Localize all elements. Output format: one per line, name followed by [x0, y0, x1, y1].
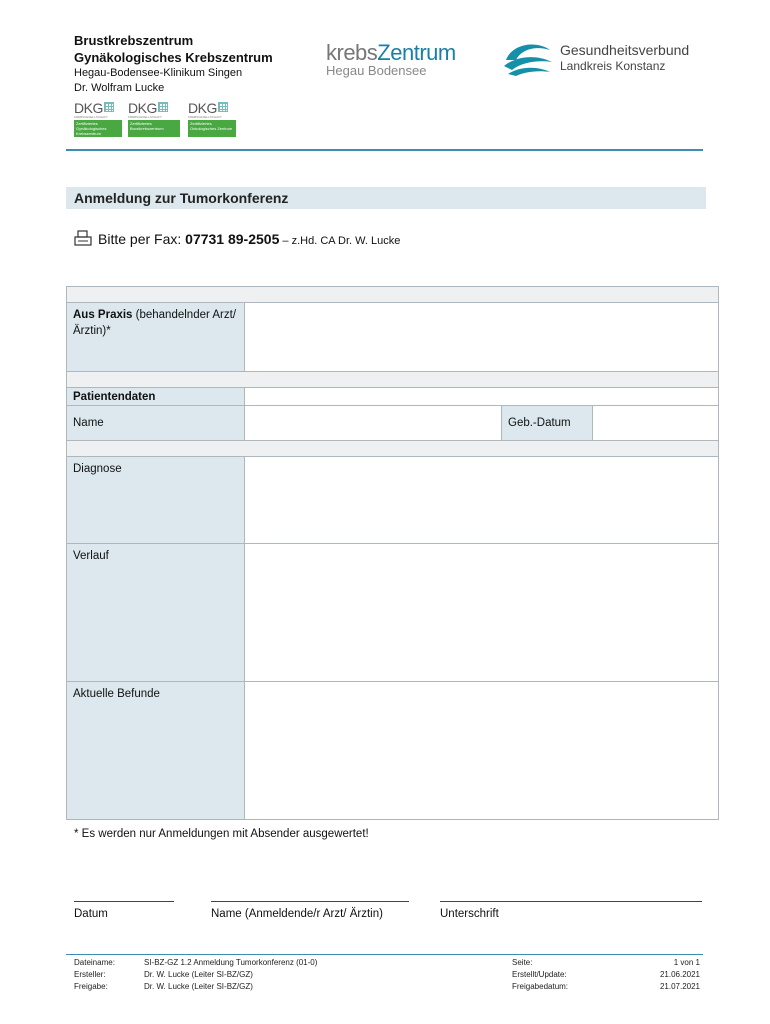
unterschrift-label: Unterschrift: [440, 908, 499, 920]
name-input[interactable]: [244, 405, 502, 441]
praxis-label-bold: Aus Praxis: [73, 309, 133, 321]
patient-section-label: Patientendaten: [73, 391, 156, 403]
ersteller-label: Ersteller:: [74, 970, 106, 979]
dkg-logo-gynaecology: [74, 102, 122, 140]
fax-prefix: Bitte per Fax:: [98, 231, 186, 247]
gv-logo-line2: Landkreis Konstanz: [560, 59, 666, 73]
org-line-1: Brustkrebszentrum: [74, 33, 194, 48]
krebszentrum-logo: [326, 42, 456, 78]
gesundheitsverbund-logo: [502, 40, 702, 80]
dkg-logo-name: DKG: [74, 100, 103, 116]
footer-labels-right: [512, 957, 568, 993]
befunde-label: Aktuelle Befunde: [73, 688, 160, 700]
praxis-label-cell: [66, 302, 245, 372]
dkg-logo-text: Zertifiziertes Gynäkologisches Krebszentrum: [74, 120, 122, 137]
name-label-cell: [66, 405, 245, 441]
kz-logo-part1: krebs: [326, 40, 378, 65]
table-spacer-row: [66, 440, 719, 457]
footer-divider: [66, 954, 703, 955]
footer-values-right: [620, 957, 700, 993]
fax-number: 07731 89-2505: [185, 231, 280, 247]
freigabedatum-value: 21.07.2021: [659, 982, 700, 991]
unterschrift-field[interactable]: [440, 901, 702, 920]
dkg-logo-oncology: [188, 102, 236, 140]
name-signature-field[interactable]: [211, 901, 409, 920]
patient-section-blank: [244, 387, 719, 406]
datum-signature-field[interactable]: [74, 901, 174, 920]
dkg-logo-name: DKG: [128, 100, 157, 116]
dateiname-label: Dateiname:: [74, 958, 115, 967]
patient-section-cell: [66, 387, 245, 406]
dkg-logo-sub: KREBSGESELLSCHAFT: [128, 115, 162, 119]
erstellt-value: 21.06.2021: [659, 970, 700, 979]
header-divider: [66, 149, 703, 151]
fax-instruction: [74, 230, 400, 247]
seite-value: 1 von 1: [673, 958, 700, 967]
fax-suffix: – z.Hd. CA Dr. W. Lucke: [279, 235, 401, 247]
dateiname-value: SI-BZ-GZ 1.2 Anmeldung Tumorkonferenz (01-0): [144, 958, 318, 967]
kz-logo-part2: Zentrum: [377, 40, 456, 65]
freigabedatum-label: Freigabedatum:: [512, 982, 569, 991]
praxis-label-rest: (behandelnder Arzt/ Ärztin)*: [73, 309, 237, 337]
erstellt-label: Erstellt/Update:: [512, 970, 567, 979]
dkg-logo-text: Zertifiziertes Brustkrebszentrum: [128, 120, 180, 137]
dkg-logo-text: Zertifiziertes Onkologisches Zentrum: [188, 120, 236, 137]
verlauf-label: Verlauf: [73, 550, 109, 562]
diagnose-label-cell: [66, 456, 245, 544]
dob-label-cell: [501, 405, 593, 441]
diagnose-label: Diagnose: [73, 463, 122, 475]
dkg-logo-sub: KREBSGESELLSCHAFT: [74, 115, 108, 119]
gv-logo-line1: Gesundheitsverbund: [560, 42, 690, 58]
diagnose-input[interactable]: [244, 456, 719, 544]
praxis-input[interactable]: [244, 302, 719, 372]
ersteller-value: Dr. W. Lucke (Leiter SI-BZ/GZ): [144, 970, 253, 979]
seite-label: Seite:: [512, 958, 533, 967]
org-line-2: Gynäkologisches Krebszentrum: [74, 50, 273, 65]
dob-input[interactable]: [592, 405, 719, 441]
name-label: Name: [73, 417, 104, 429]
freigabe-label: Freigabe:: [74, 982, 108, 991]
org-line-4: Dr. Wolfram Lucke: [74, 82, 165, 94]
form-title: Anmeldung zur Tumorkonferenz: [74, 190, 289, 206]
befunde-input[interactable]: [244, 681, 719, 820]
footer-labels-left: [74, 957, 115, 993]
org-line-3: Hegau-Bodensee-Klinikum Singen: [74, 67, 243, 79]
fax-icon: [74, 230, 92, 246]
table-spacer-row: [66, 286, 719, 303]
dkg-logo-breast: [128, 102, 180, 140]
datum-label: Datum: [74, 908, 108, 920]
dob-label: Geb.-Datum: [508, 417, 571, 429]
sender-note: * Es werden nur Anmeldungen mit Absender ausgewertet!: [74, 828, 369, 840]
dkg-logo-name: DKG: [188, 100, 217, 116]
name-sig-label: Name (Anmeldende/r Arzt/ Ärztin): [211, 908, 383, 920]
wave-logo-icon: [502, 40, 554, 78]
table-spacer-row: [66, 371, 719, 388]
verlauf-input[interactable]: [244, 543, 719, 682]
form-title-bar: [66, 187, 706, 209]
kz-logo-sub: Hegau Bodensee: [326, 63, 427, 78]
verlauf-label-cell: [66, 543, 245, 682]
befunde-label-cell: [66, 681, 245, 820]
org-header: [74, 32, 273, 96]
freigabe-value: Dr. W. Lucke (Leiter SI-BZ/GZ): [144, 982, 253, 991]
footer-values-left: [144, 957, 317, 993]
dkg-logo-sub: KREBSGESELLSCHAFT: [188, 115, 222, 119]
